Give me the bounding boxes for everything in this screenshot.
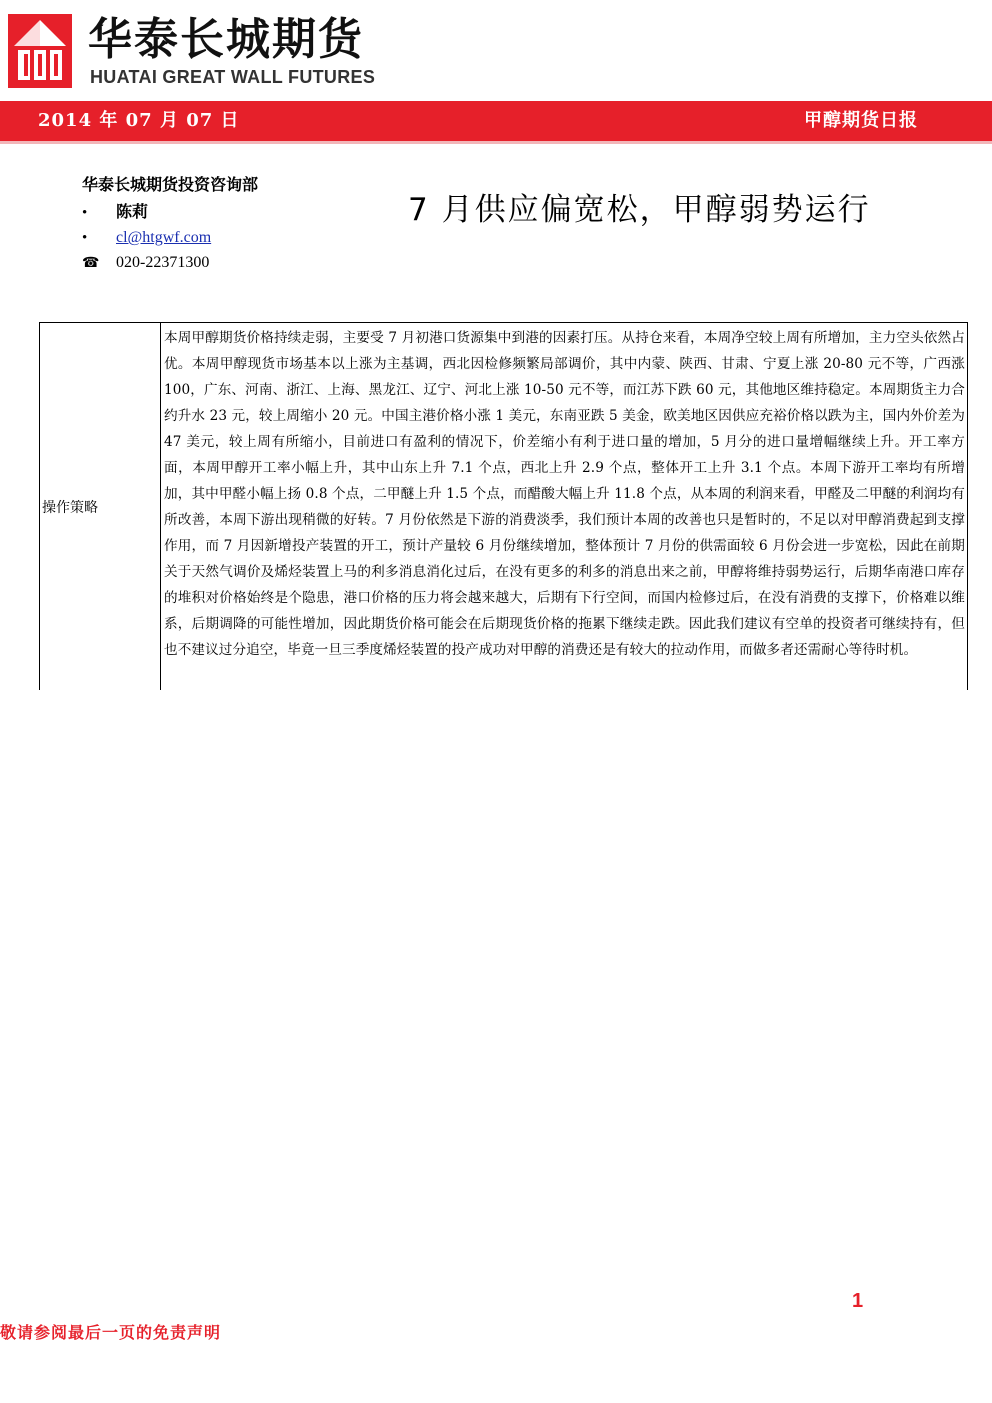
company-logo — [8, 14, 72, 88]
analyst-phone: 020-22371300 — [116, 254, 210, 271]
report-type: 甲醇期货日报 — [804, 110, 918, 131]
analyst-phone-row — [82, 251, 209, 275]
telephone-icon: ☎ — [82, 256, 100, 271]
department-name: 华泰长城期货投资咨询部 — [82, 175, 259, 194]
analyst-email-row — [82, 226, 211, 250]
bullet-icon: • — [82, 230, 88, 246]
brand-name-en: HUATAI GREAT WALL FUTURES — [90, 67, 376, 87]
analyst-email-link[interactable]: cl@htgwf.com — [116, 229, 212, 246]
header-band-divider — [0, 141, 992, 144]
strategy-text: 本周甲醇期货价格持续走弱，主要受 7 月初港口货源集中到港的因素打压。从持仓来看，本周净空较上周有所增加，主力空头依然占优。本周甲醇现货市场基本以上涨为主基调，西北因检修频繁局部调价，其中内蒙、陕西、甘肃、宁夏上涨 20-80 元不等，广西涨 100，广东、河南、浙江、上海、黑龙江、辽宁、河北上涨 10-50 元不等，而江苏下跌 60 元，其他地区维持稳定。本周期货主力合约升水 23 元，较上周缩小 20 元。中国主港价格小涨 1 美元，东南亚跌 5 美金，欧美地区因供应充裕价格以跌为主，国内外价差为 47 美元，较上周有所缩小，目前进口有盈利的情况下，价差缩小有利于进口量的增加，5 月分的进口量增幅继续上升。开工率方面，本周甲醇开工率小幅上升，其中山东上升 7.1 个点，西北上升 2.9 个点，整体开工上升 3.1 个点。本周下游开工率均有所增加，其中甲醛小幅上扬 0.8 个点，二甲醚上升 1.5 个点，而醋酸大幅上升 11.8 个点，从本周的利润来看，甲醛及二甲醚的利润均有所改善，本周下游出现稍微的好转。7 月份依然是下游的消费淡季，我们预计本周的改善也只是暂时的，不足以对甲醇消费起到支撑作用，而 7 月因新增投产装置的开工，预计产量较 6 月份继续增加，整体预计 7 月份的供需面较 6 月份会进一步宽松，因此在前期关于天然气调价及烯烃装置上马的利多消息消化过后，在没有更多的利多的消息出来之前，甲醇将维持弱势运行，后期华南港口库存的堆积对价格始终是个隐患，港口价格的压力将会越来越大，后期有下行空间，而国内检修过后，在没有消费的支撑下，价格难以维系，后期调降的可能性增加，因此期货价格可能会在后期现货价格的拖累下继续走跌。因此我们建议有空单的投资者可继续持有，但也不建议过分追空，毕竟一旦三季度烯烃装置的投产成功对甲醇的消费还是有较大的拉动作用，而做多者还需耐心等待时机。 — [164, 330, 965, 658]
bullet-icon: • — [82, 205, 88, 221]
disclaimer-note: 敬请参阅最后一页的免责声明 — [0, 1323, 222, 1342]
analyst-name-row — [82, 200, 148, 224]
analyst-name: 陈莉 — [116, 202, 149, 221]
report-date: 2014 年 07 月 07 日 — [38, 110, 240, 131]
report-title: 7 月供应偏宽松，甲醇弱势运行 — [408, 192, 871, 228]
strategy-label: 操作策略 — [40, 323, 161, 690]
page-number: 1 — [852, 1290, 864, 1312]
strategy-table — [39, 322, 968, 690]
brand-name-cn: 华泰长城期货 — [88, 14, 364, 65]
